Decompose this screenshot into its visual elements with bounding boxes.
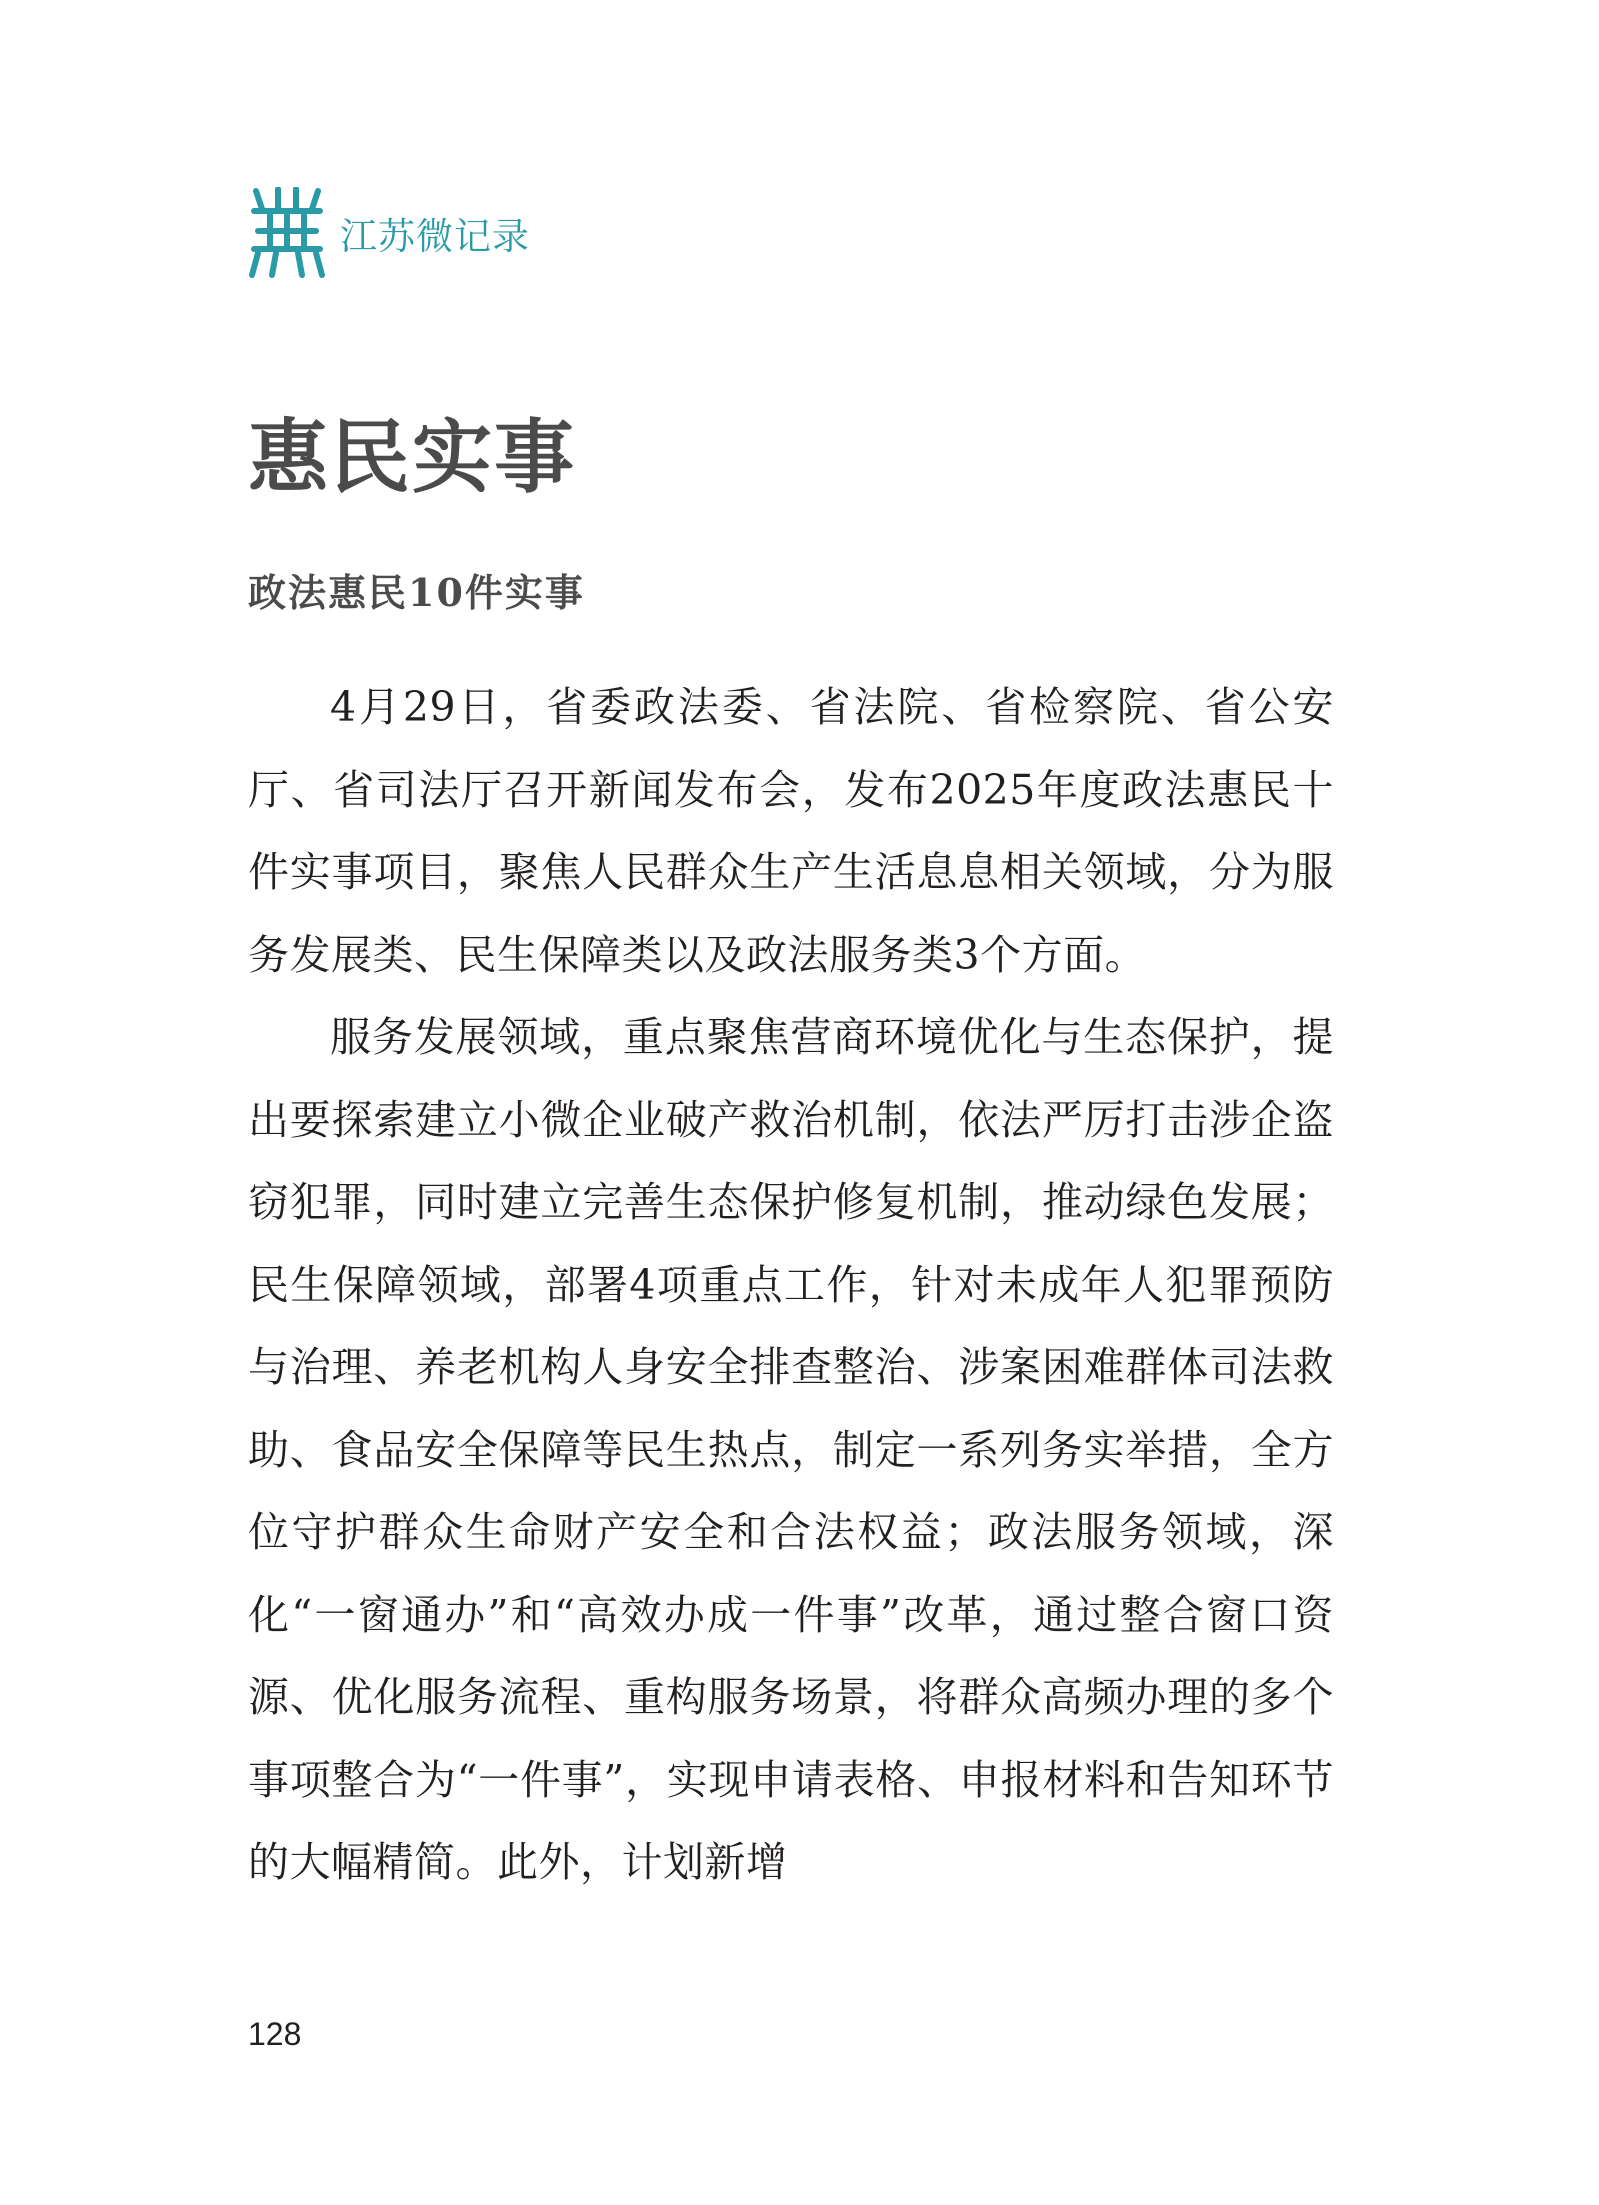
page-header	[248, 185, 530, 280]
page-number: 128	[248, 2016, 302, 2052]
article-body	[248, 666, 1334, 1904]
article-title: 政法惠民10件实事	[248, 570, 585, 615]
paragraph: 服务发展领域，重点聚焦营商环境优化与生态保护，提出要探索建立小微企业破产救治机制，依法严厉打击涉企盗窃犯罪，同时建立完善生态保护修复机制，推动绿色发展；民生保障领域，部署4项重点工作，针对未成年人犯罪预防与治理、养老机构人身安全排查整治、涉案困难群体司法救助、食品安全保障等民生热点，制定一系列务实举措，全方位守护群众生命财产安全和合法权益；政法服务领域，深化“一窗通办”和“高效办成一件事”改革，通过整合窗口资源、优化服务流程、重构服务场景，将群众高频办理的多个事项整合为“一件事”，实现申请表格、申报材料和告知环节的大幅精简。此外，计划新增	[248, 1013, 1334, 1886]
paragraph: 4月29日，省委政法委、省法院、省检察院、省公安厅、省司法厅召开新闻发布会，发布2025年度政法惠民十件实事项目，聚焦人民群众生产生活息息相关领域，分为服务发展类、民生保障类以及政法服务类3个方面。	[248, 683, 1334, 979]
teal-emblem-icon	[248, 187, 326, 279]
section-title: 惠民实事	[248, 411, 576, 504]
series-title: 江苏微记录	[340, 215, 530, 258]
